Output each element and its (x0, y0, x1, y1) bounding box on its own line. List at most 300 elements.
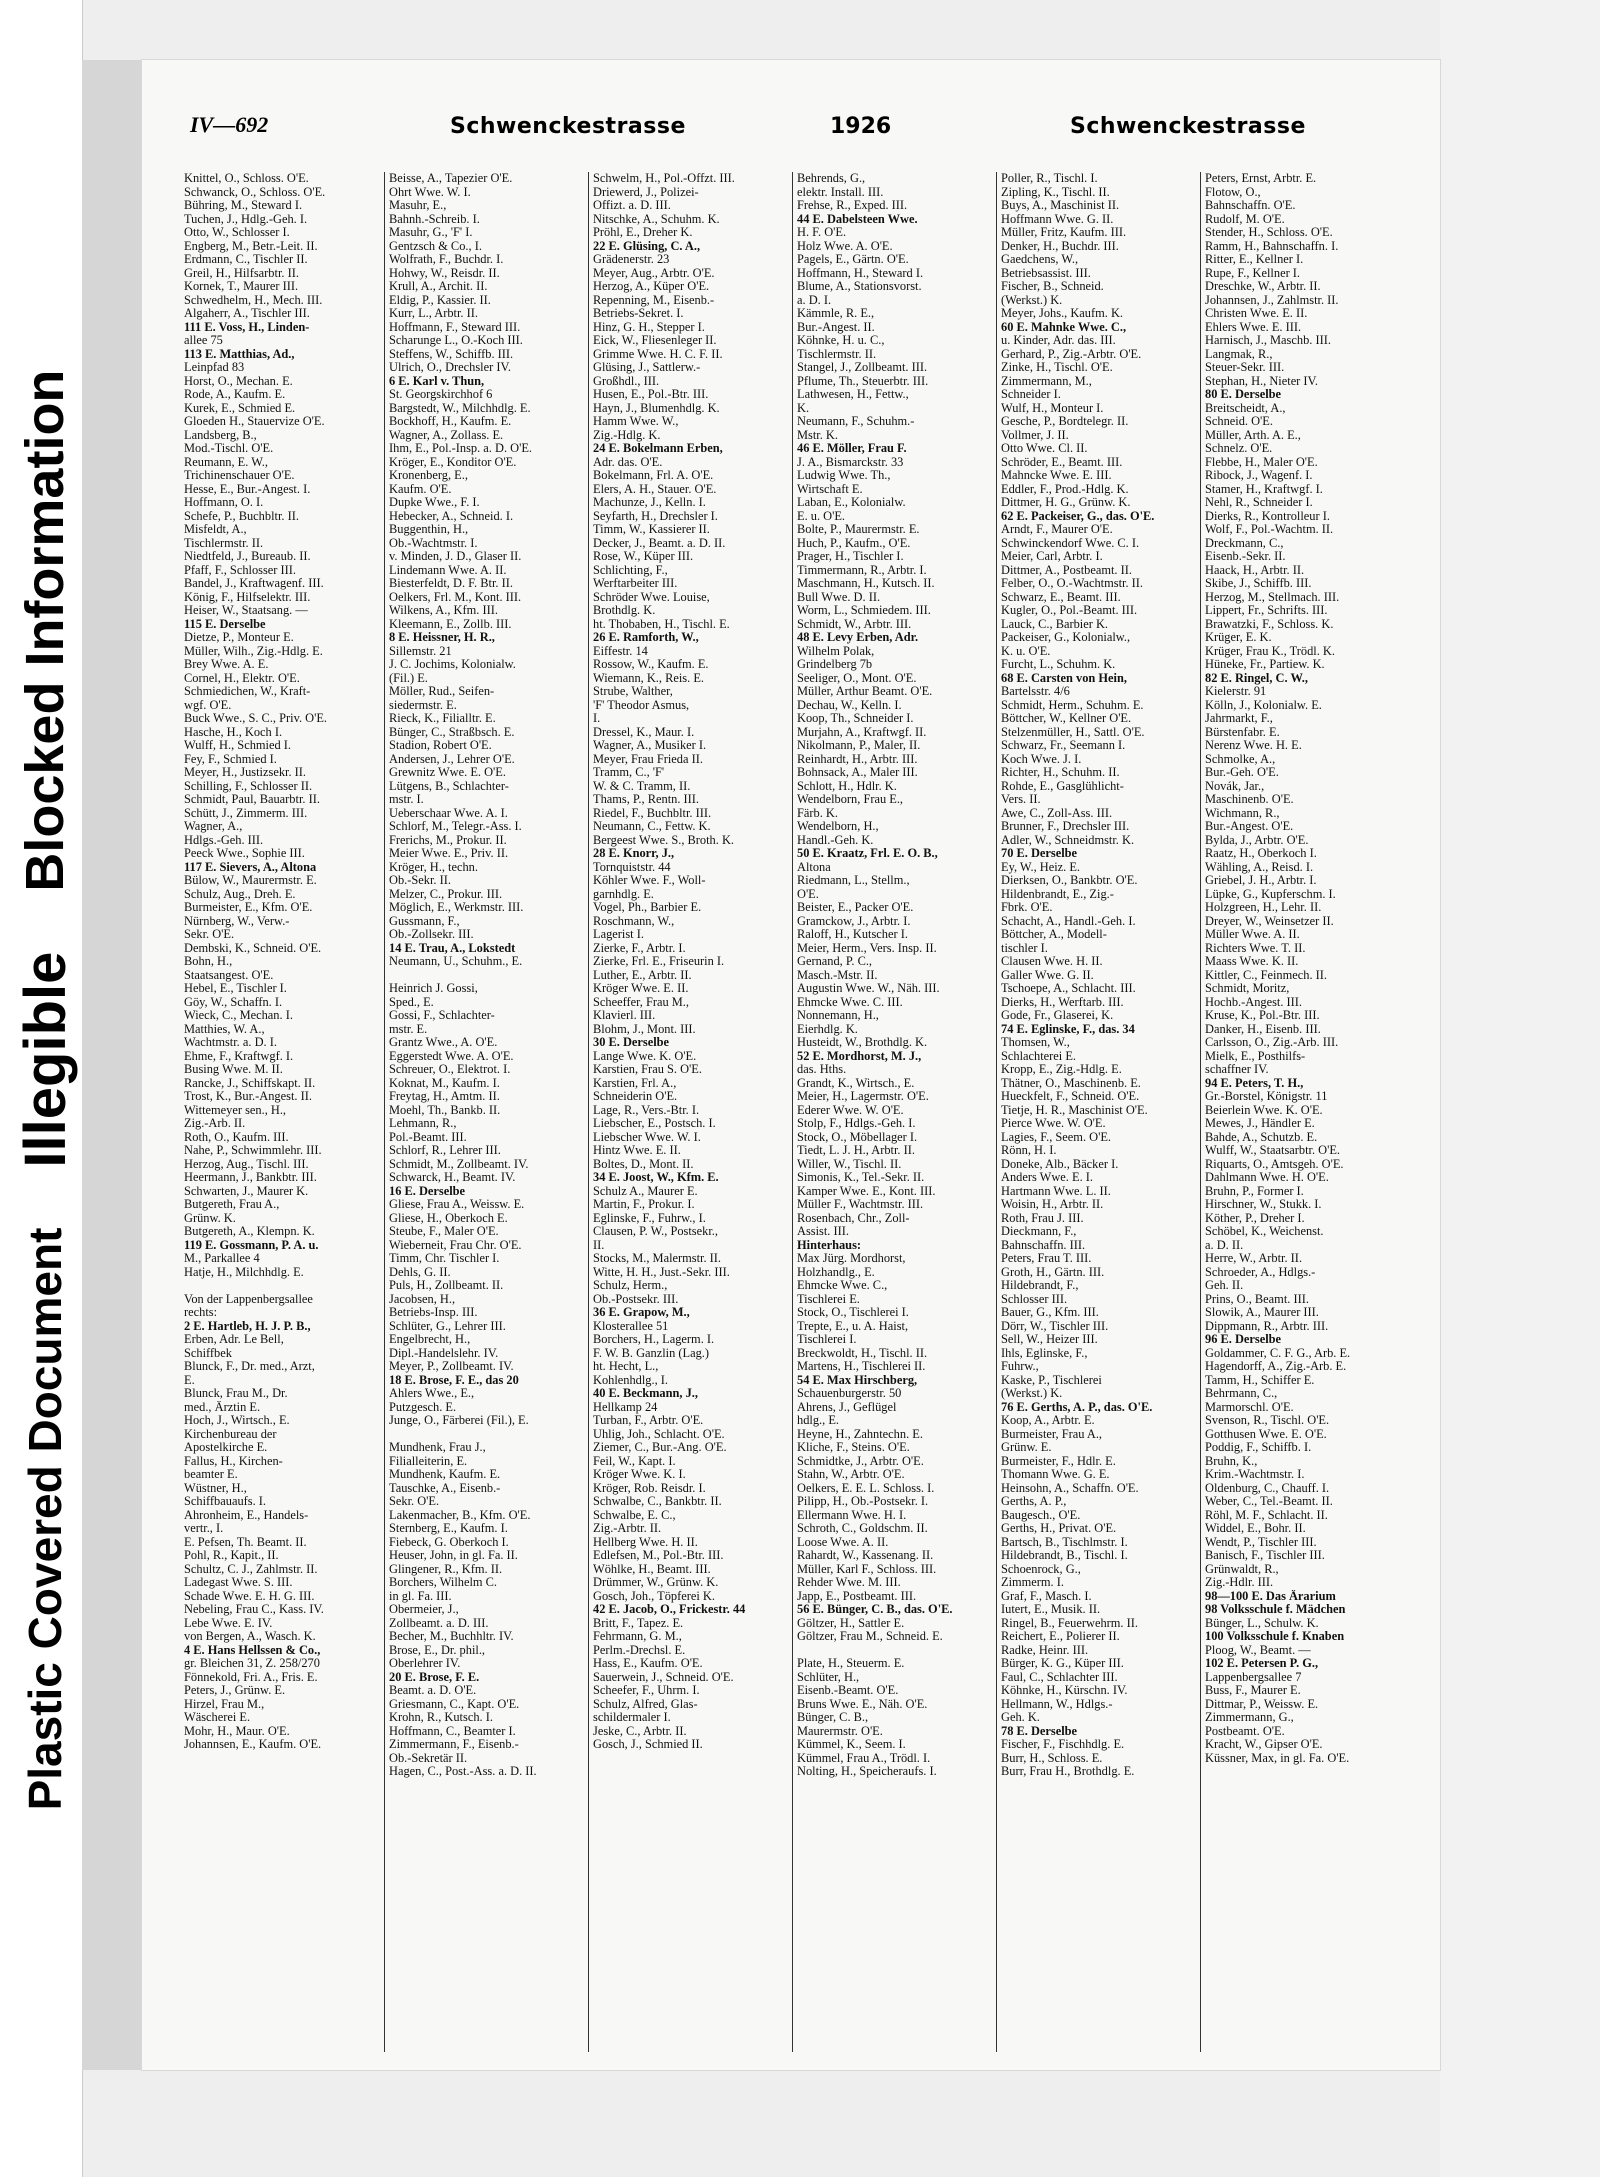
directory-entry: Schneid. O'E. (1205, 415, 1273, 428)
column-1 (180, 172, 376, 2052)
directory-entry: Peters, J., Grünw. E. (184, 1684, 286, 1697)
directory-entry: Timmermann, R., Arbtr. I. (797, 563, 927, 577)
directory-entry: Seeliger, O., Mont. O'E. (797, 671, 917, 685)
directory-entry: Kröger Wwe. K. I. (593, 1468, 686, 1481)
directory-entry: Melzer, C., Prokur. III. (389, 887, 503, 901)
directory-entry: Bylda, J., Arbtr. O'E. (1205, 833, 1309, 847)
directory-entry: siedermstr. E. (389, 698, 457, 712)
directory-entry: E. Pefsen, Th. Beamt. II. (184, 1535, 307, 1549)
directory-entry: Gussmann, F., (389, 914, 460, 928)
directory-entry: 6 E. Karl v. Thun, (389, 374, 485, 388)
directory-entry: Herre, W., Arbtr. II. (1205, 1252, 1303, 1265)
directory-entry: Poddig, F., Schiffb. I. (1205, 1441, 1312, 1454)
directory-entry: Ramm, H., Bahnschaffn. I. (1205, 239, 1339, 253)
directory-entry: Bruns Wwe. E., Näh. O'E. (797, 1697, 928, 1711)
directory-entry: Frerichs, M., Prokur. II. (389, 833, 507, 847)
directory-entry: Bockhoff, H., Kaufm. E. (389, 415, 512, 428)
directory-entry: Behrends, G., (797, 172, 866, 185)
directory-entry: Eisenb.-Sekr. II. (1205, 550, 1286, 563)
directory-entry: Gotthusen Wwe. E. O'E. (1205, 1427, 1327, 1441)
directory-entry: Schlosser III. (1001, 1292, 1068, 1306)
directory-entry: Machunze, J., Kelln. I. (593, 496, 706, 509)
directory-entry: Riedel, F., Buchbltr. III. (593, 806, 712, 820)
directory-entry: Clausen, P. W., Postsekr., (593, 1225, 718, 1238)
directory-entry: Schroth, C., Goldschm. II. (797, 1522, 928, 1535)
directory-entry: Ploog, W., Beamt. — (1205, 1643, 1311, 1657)
directory-entry: rechts: (184, 1306, 218, 1319)
directory-entry: Perlm.-Drechsl. E. (593, 1643, 686, 1657)
directory-entry: 68 E. Carsten von Hein, (1001, 671, 1127, 685)
directory-entry: med., Ärztin E. (184, 1400, 261, 1414)
directory-entry: Johannsen, J., Zahlmstr. II. (1205, 293, 1339, 307)
directory-entry: Denker, H., Buchdr. III. (1001, 239, 1119, 253)
directory-entry: Pol.-Beamt. III. (389, 1130, 467, 1144)
directory-entry: Ueberschaar Wwe. A. I. (389, 806, 508, 820)
directory-entry: Hirschner, W., Stukk. I. (1205, 1198, 1322, 1211)
directory-entry: Greil, H., Hilfsarbtr. II. (184, 266, 299, 280)
directory-entry: 115 E. Derselbe (184, 617, 266, 631)
directory-entry: Heermann, J., Bankbtr. III. (184, 1171, 317, 1184)
directory-entry: Willer, W., Tischl. II. (797, 1157, 902, 1171)
directory-entry: wgf. O'E. (184, 698, 232, 712)
directory-entry: Zig.-Arbtr. II. (593, 1522, 662, 1535)
directory-entry: Dierksen, O., Bankbtr. O'E. (1001, 874, 1138, 887)
directory-entry: Kaske, P., Tischlerei (1001, 1373, 1102, 1387)
directory-entry (793, 1644, 989, 1658)
directory-entry: Japp, E., Postbeamt. III. (797, 1589, 917, 1603)
directory-entry: Betriebsassist. III. (1001, 266, 1091, 280)
directory-entry: v. Minden, J. D., Glaser II. (389, 550, 522, 563)
directory-entry: Lehmann, R., (389, 1117, 457, 1130)
directory-entry: Stamer, H., Kraftwgf. I. (1205, 482, 1323, 496)
column-3 (588, 172, 785, 2052)
side-label-plastic-covered: Plastic Covered Document (19, 1227, 71, 1811)
directory-entry: 14 E. Trau, A., Lokstedt (389, 941, 516, 955)
directory-entry: Lüpke, G., Kupferschm. I. (1205, 887, 1336, 901)
directory-entry: Zig.-Hdlr. III. (1205, 1576, 1274, 1589)
directory-entry: Mewes, J., Händler E. (1205, 1117, 1315, 1130)
directory-entry: Dreschke, W., Arbtr. II. (1205, 280, 1321, 293)
directory-entry: J. A., Bismarckstr. 33 (797, 455, 904, 469)
directory-entry: Radke, Heinr. III. (1001, 1643, 1089, 1657)
directory-entry: Bergeest Wwe. S., Broth. K. (593, 833, 734, 847)
directory-entry: Hoffmann, C., Beamter I. (389, 1724, 516, 1738)
directory-entry: Blume, A., Stationsvorst. (797, 280, 922, 293)
directory-entry: Zig.-Hdlg. K. (593, 428, 661, 442)
directory-entry: Adler, W., Schneidmstr. K. (1001, 833, 1135, 847)
directory-entry: Krohn, R., Kutsch. I. (389, 1711, 493, 1724)
directory-entry: Bahnschaffn. O'E. (1205, 199, 1296, 212)
directory-entry: Heinsohn, A., Schaffn. O'E. (1001, 1481, 1139, 1495)
directory-entry: Stadion, Robert O'E. (389, 739, 492, 752)
directory-entry: Richters Wwe. T. II. (1205, 941, 1306, 955)
directory-entry: Tuchen, J., Hdlg.-Geh. I. (184, 212, 308, 226)
directory-entry: 18 E. Brose, F. E., das 20 (389, 1373, 519, 1387)
directory-entry: Raloff, H., Kutscher I. (797, 928, 908, 941)
directory-entry: Trost, K., Bur.-Angest. II. (184, 1090, 312, 1103)
directory-entry: Steube, F., Maler O'E. (389, 1225, 499, 1238)
directory-entry: a. D. I. (797, 293, 832, 307)
directory-entry: Schlorf, R., Lehrer III. (389, 1144, 501, 1157)
directory-entry: Schöbel, K., Weichenst. (1205, 1225, 1324, 1238)
directory-entry: Gentzsch & Co., I. (389, 239, 482, 253)
directory-entry: Holzgreen, H., Lehr. II. (1205, 901, 1322, 914)
directory-entry: Junge, O., Färberei (Fil.), E. (389, 1414, 529, 1427)
directory-entry: Driewerd, J., Polizei- (593, 185, 699, 199)
column-2 (384, 172, 581, 2052)
directory-entry: I. (593, 712, 601, 725)
directory-entry: Thomann Wwe. G. E. (1001, 1468, 1110, 1481)
directory-entry: Kronenberg, E., (389, 469, 468, 482)
directory-entry: Rahardt, W., Kassenang. II. (797, 1549, 934, 1562)
directory-entry: mstr. I. (389, 793, 424, 806)
directory-entry: 36 E. Grapow, M., (593, 1306, 690, 1319)
directory-entry: Griebel, J. H., Arbtr. I. (1205, 874, 1317, 887)
directory-entry: Schwalbe, E. C., (593, 1508, 676, 1522)
directory-entry: Schiffbauaufs. I. (184, 1495, 267, 1508)
directory-entry: Ob.-Postsekr. III. (593, 1292, 679, 1306)
directory-entry: Peters, Ernst, Arbtr. E. (1205, 172, 1317, 185)
directory-entry: Schmidtke, J., Arbtr. O'E. (797, 1454, 924, 1468)
directory-entry: Gosch, Joh., Töpferei K. (593, 1589, 715, 1603)
directory-entry: Otto, W., Schlosser I. (184, 226, 290, 239)
directory-entry: Thams, P., Rentn. III. (593, 793, 699, 806)
directory-entry: Wichmann, R., (1205, 806, 1280, 820)
directory-entry: Rancke, J., Schiffskapt. II. (184, 1076, 316, 1090)
directory-entry: 74 E. Eglinske, F., das. 34 (1001, 1022, 1135, 1036)
directory-entry: Masuhr, G., 'F' I. (389, 226, 473, 239)
directory-entry: Gesche, P., Bordtelegr. II. (1001, 415, 1129, 428)
directory-entry: Augustin Wwe. W., Näh. III. (797, 982, 940, 995)
directory-entry: Kröger, H., techn. (389, 860, 478, 874)
directory-entry: Reumann, E. W., (184, 455, 268, 469)
directory-entry: Heinrich J. Gossi, (389, 982, 478, 995)
directory-entry: Koop, Th., Schneider I. (797, 712, 914, 725)
directory-entry: Meier, H., Lagermstr. O'E. (797, 1090, 929, 1103)
directory-entry: Köhnke, H., Kürschn. IV. (1001, 1684, 1128, 1697)
directory-entry: 100 Volksschule f. Knaben (1205, 1630, 1345, 1643)
directory-entry: Rupe, F., Kellner I. (1205, 266, 1301, 280)
directory-entry: 28 E. Knorr, J., (593, 847, 675, 860)
directory-entry: Oberlehrer IV. (389, 1657, 461, 1670)
directory-entry: Dierks, H., Werftarb. III. (1001, 995, 1124, 1009)
directory-entry: Drümmer, W., Grünw. K. (593, 1576, 719, 1589)
directory-entry: Hagendorff, A., Zig.-Arb. E. (1205, 1360, 1347, 1373)
directory-entry: W. & C. Tramm, II. (593, 779, 691, 793)
directory-entry: Christen Wwe. E. II. (1205, 307, 1308, 320)
directory-entry: Karstien, Frl. A., (593, 1076, 677, 1090)
directory-entry: Dechau, W., Kelln. I. (797, 698, 902, 712)
directory-entry: Stock, O., Möbellager I. (797, 1130, 918, 1144)
directory-entry: Staatsangest. O'E. (184, 968, 274, 982)
directory-entry: gr. Bleichen 31, Z. 258/270 (184, 1657, 320, 1670)
directory-entry: Oelkers, E. E. L. Schloss. I. (797, 1481, 935, 1495)
directory-entry: Bargstedt, W., Milchhdlg. E. (389, 401, 531, 415)
directory-entry: Müller, Karl F., Schloss. III. (797, 1562, 937, 1576)
directory-entry: 98 Volksschule f. Mädchen (1205, 1603, 1346, 1616)
directory-entry: Feil, W., Kapt. I. (593, 1454, 676, 1468)
directory-entry: das. Hths. (797, 1063, 847, 1076)
directory-entry: Wagner, A., (184, 820, 243, 833)
directory-entry: K. (797, 401, 810, 415)
directory-entry: J. C. Jochims, Kolonialw. (389, 658, 516, 671)
directory-entry: Breckwoldt, H., Tischl. II. (797, 1346, 928, 1360)
directory-entry: Tramm, C., 'F' (593, 766, 665, 779)
directory-entry: elektr. Install. III. (797, 185, 884, 199)
directory-entry: Wulff, H., Schmied I. (184, 739, 291, 752)
directory-entry: Fey, F., Schmied I. (184, 752, 277, 766)
directory-entry: Hayn, J., Blumenhdlg. K. (593, 401, 720, 415)
directory-entry: Grandt, K., Wirtsch., E. (797, 1076, 915, 1090)
directory-entry: Flebbe, H., Maler O'E. (1205, 455, 1318, 469)
directory-entry: Husteidt, W., Brothdlg. K. (797, 1036, 928, 1049)
directory-entry: Gaedchens, W., (1001, 253, 1079, 266)
directory-entry: Borchers, Wilhelm C. (389, 1576, 498, 1589)
directory-entry: Erben, Adr. Le Bell, (184, 1333, 284, 1346)
directory-entry: Böttcher, A., Modell- (1001, 928, 1107, 941)
directory-entry: Thätner, O., Maschinenb. E. (1001, 1076, 1141, 1090)
directory-entry: Putzgesch. E. (389, 1400, 457, 1414)
directory-entry: Sauerwein, J., Schneid. O'E. (593, 1670, 734, 1684)
directory-entry: Zimmermann, F., Eisenb.- (389, 1738, 519, 1751)
directory-entry: Schmidt, Herm., Schuhm. E. (1001, 698, 1144, 712)
directory-entry: Schmidt, W., Arbtr. III. (797, 617, 912, 631)
directory-entry: Grantz Wwe., A. O'E. (389, 1036, 498, 1049)
directory-entry: Lebe Wwe. E. IV. (184, 1616, 273, 1630)
directory-entry: Krüger, E. K. (1205, 631, 1272, 644)
directory-entry: Brothdlg. K. (593, 604, 656, 617)
directory-entry: Schütt, J., Zimmerm. III. (184, 806, 308, 820)
directory-entry: Möller, Rud., Seifen- (389, 685, 495, 698)
directory-entry: Kracht, W., Gipser O'E. (1205, 1738, 1323, 1751)
directory-entry: Worm, L., Schmiedem. III. (797, 604, 931, 617)
directory-entry: Hüneke, Fr., Partiew. K. (1205, 658, 1325, 671)
directory-entry: vertr., I. (184, 1522, 224, 1535)
directory-entry: Herzog, Aug., Tischl. III. (184, 1157, 309, 1171)
directory-entry: Biesterfeldt, D. F. Btr. II. (389, 577, 513, 590)
directory-entry: Obermeier, J., (389, 1603, 459, 1616)
directory-entry: Wüstner, H., (184, 1481, 247, 1495)
directory-entry: Dierks, R., Kontrolleur I. (1205, 509, 1330, 523)
directory-entry: tischler I. (1001, 941, 1048, 955)
side-label-illegible: Illegible (12, 951, 78, 1168)
directory-entry: Clausen Wwe. H. II. (1001, 955, 1103, 968)
directory-entry: Schulz, Alfred, Glas- (593, 1697, 698, 1711)
directory-entry: 24 E. Bokelmann Erben, (593, 442, 723, 455)
directory-entry: Luther, E., Arbtr. II. (593, 968, 692, 982)
directory-entry: Svenson, R., Tischl. O'E. (1205, 1414, 1330, 1427)
directory-entry: Oldenburg, C., Chauff. I. (1205, 1481, 1330, 1495)
directory-entry: Tamm, H., Schiffer E. (1205, 1373, 1315, 1387)
directory-entry: Ehmcke Wwe. C. III. (797, 995, 903, 1009)
directory-entry: Eldig, P., Kassier. II. (389, 293, 491, 307)
directory-entry: Flotow, O., (1205, 185, 1261, 199)
directory-entry: Krull, A., Archit. II. (389, 280, 488, 293)
directory-entry: Vers. II. (1001, 793, 1041, 806)
directory-entry: Zimmermann, G., (1205, 1711, 1294, 1724)
directory-entry: Nikolmann, P., Maler, II. (797, 739, 921, 752)
directory-entry: Oelkers, Frl. M., Kont. III. (389, 590, 522, 604)
directory-entry: Pilipp, H., Ob.-Postsekr. I. (797, 1495, 929, 1508)
directory-entry: Göltzer, H., Sattler E. (797, 1616, 905, 1630)
directory-entry: F. W. B. Ganzlin (Lag.) (593, 1346, 710, 1360)
directory-entry: Rehder Wwe. M. III. (797, 1576, 901, 1589)
directory-entry: Kittler, C., Feinmech. II. (1205, 968, 1328, 982)
directory-entry: Gliese, Frau A., Weissw. E. (389, 1198, 525, 1211)
directory-entry: Zierke, Frl. E., Friseurin I. (593, 955, 725, 968)
directory-entry: Ob.-Sekretär II. (389, 1751, 468, 1765)
directory-entry: Burmeister, E., Kfm. O'E. (184, 901, 313, 914)
directory-entry: Schoenrock, G., (1001, 1562, 1081, 1576)
directory-entry: Möglich, E., Werkmstr. III. (389, 901, 524, 914)
directory-entry: Schwalbe, C., Bankbtr. II. (593, 1495, 722, 1508)
directory-entry: Nitschke, A., Schuhm. K. (593, 212, 720, 226)
directory-entry: Dehls, G. II. (389, 1265, 451, 1279)
directory-entry: Fischer, F., Fischhdlg. E. (1001, 1738, 1125, 1751)
directory-entry: Ihls, Eglinske, F., (1001, 1346, 1088, 1360)
directory-entry: Wendt, P., Tischler III. (1205, 1535, 1317, 1549)
directory-entry: Jahrmarkt, F., (1205, 712, 1273, 725)
directory-entry: Pohl, R., Kapit., II. (184, 1549, 279, 1562)
directory-entry: Husen, E., Pol.-Btr. III. (593, 388, 709, 401)
directory-entry: Grewnitz Wwe. E. O'E. (389, 766, 506, 779)
directory-entry: Schlüter, G., Lehrer III. (389, 1319, 506, 1333)
directory-entry: Masuhr, E., (389, 199, 447, 212)
directory-entry: Lagerist I. (593, 928, 644, 941)
directory-entry: 30 E. Derselbe (593, 1036, 670, 1049)
directory-entry: (Werkst.) K. (1001, 1387, 1063, 1400)
directory-entry: Dreyer, W., Weinsetzer II. (1205, 914, 1334, 928)
directory-entry: Tischlermstr. II. (797, 347, 877, 361)
directory-entry: Timm, Chr. Tischler I. (389, 1252, 500, 1265)
directory-entry: Müller F., Wachtmstr. III. (797, 1198, 924, 1211)
directory-entry: beamter E. (184, 1468, 238, 1481)
directory-entry: Buck Wwe., S. C., Priv. O'E. (184, 712, 327, 725)
directory-entry: Bahnh.-Schreib. I. (389, 212, 480, 226)
directory-entry: Roth, Frau J. III. (1001, 1211, 1084, 1225)
directory-entry: Zimmerm. I. (1001, 1576, 1064, 1589)
directory-entry: Schiffbek (184, 1346, 232, 1360)
directory-entry: Wieberneit, Frau Chr. O'E. (389, 1238, 522, 1252)
directory-entry: Wirtschaft E. (797, 482, 863, 496)
directory-entry: Heyne, H., Zahntechn. E. (797, 1427, 923, 1441)
directory-entry: Herzog, M., Stellmach. III. (1205, 590, 1340, 604)
directory-entry: Mahncke Wwe. E. III. (1001, 469, 1112, 482)
directory-entry: Pagels, E., Gärtn. O'E. (797, 253, 909, 266)
directory-entry: Thomsen, W., (1001, 1036, 1070, 1049)
directory-entry: Hoffmann, H., Steward I. (797, 266, 924, 280)
directory-entry: Matthies, W. A., (184, 1022, 265, 1036)
directory-entry: Burr, H., Schloss. E. (1001, 1751, 1103, 1765)
directory-entry: Jeske, C., Arbtr. II. (593, 1724, 687, 1738)
directory-entry: 62 E. Packeiser, G., das. O'E. (1001, 509, 1155, 523)
directory-entry: a. D. II. (1205, 1238, 1244, 1252)
directory-entry: Bull Wwe. D. II. (797, 590, 881, 604)
directory-entry: Schefe, P., Buchbltr. II. (184, 509, 299, 523)
directory-entry: Tischlermstr. II. (184, 536, 264, 550)
directory-entry: Mundhenk, Frau J., (389, 1441, 486, 1454)
directory-entry: Dipl.-Handelslehr. IV. (389, 1346, 499, 1360)
directory-entry: (Werkst.) K. (1001, 293, 1063, 307)
directory-entry: Sekr. O'E. (389, 1495, 440, 1508)
directory-entry: Dippmann, R., Arbtr. III. (1205, 1319, 1329, 1333)
directory-entry: Krim.-Wachtmstr. I. (1205, 1468, 1305, 1481)
directory-entry: Moehl, Th., Bankb. II. (389, 1103, 501, 1117)
directory-entry: Ulrich, O., Drechsler IV. (389, 361, 511, 374)
directory-entry: Hellberg Wwe. H. II. (593, 1535, 698, 1549)
directory-entry: König, F., Hilfselektr. III. (184, 590, 311, 604)
directory-entry: Kümmel, Frau A., Trödl. I. (797, 1751, 931, 1765)
directory-entry: Ey, W., Heiz. E. (1001, 860, 1081, 874)
directory-entry: Wiemann, K., Reis. E. (593, 671, 704, 685)
directory-entry: Erdmann, C., Tischler II. (184, 253, 308, 266)
directory-entry: Wolfrath, F., Buchdr. I. (389, 253, 504, 266)
directory-entry: Schulz, Aug., Dreh. E. (184, 887, 296, 901)
directory-entry: Gerths, H., Privat. O'E. (1001, 1522, 1117, 1535)
directory-entry: Gerhard, P., Zig.-Arbtr. O'E. (1001, 347, 1142, 361)
directory-entry: Fallus, H., Kirchen- (184, 1454, 283, 1468)
directory-entry: Graf, F., Masch. I. (1001, 1589, 1092, 1603)
directory-columns (180, 172, 1400, 2052)
directory-entry: Böttcher, W., Kellner O'E. (1001, 712, 1132, 725)
directory-entry: Trichinenschauer O'E. (184, 469, 295, 482)
directory-entry: Maschinenb. O'E. (1205, 793, 1294, 806)
directory-entry: Beamt. a. D. O'E. (389, 1684, 477, 1697)
directory-entry: u. Kinder, Adr. das. III. (1001, 334, 1116, 347)
directory-entry: Prager, H., Tischler I. (797, 550, 904, 563)
directory-entry: Bandel, J., Kraftwagenf. III. (184, 577, 324, 590)
directory-entry: Engberg, M., Betr.-Leit. II. (184, 239, 318, 253)
directory-entry: Zipling, K., Tischl. II. (1001, 185, 1110, 199)
directory-entry: Rode, A., Kaufm. E. (184, 388, 286, 401)
directory-entry: Kämmle, R. E., (797, 307, 875, 320)
directory-entry: Nonnemann, H., (797, 1009, 879, 1022)
directory-entry: Bruhn, P., Former I. (1205, 1184, 1304, 1198)
directory-entry: Schröder, E., Beamt. III. (1001, 455, 1123, 469)
directory-entry: Köhnke, H. u. C., (797, 334, 885, 347)
directory-entry: Schilling, F., Schlosser II. (184, 779, 313, 793)
directory-entry: Holz Wwe. A. O'E. (797, 239, 893, 253)
directory-entry: Tietje, H. R., Maschinist O'E. (1001, 1103, 1148, 1117)
directory-entry: in gl. Fa. III. (389, 1589, 452, 1603)
directory-entry: Buys, A., Maschinist II. (1001, 199, 1120, 212)
directory-entry: Assist. III. (797, 1225, 849, 1238)
directory-entry: Grünw. K. (184, 1211, 236, 1225)
directory-entry: Bünger, C. B., (797, 1711, 869, 1724)
directory-entry: Steffens, W., Schiffb. III. (389, 347, 514, 361)
directory-entry: Lagies, F., Seem. O'E. (1001, 1130, 1111, 1144)
directory-entry: Ellermann Wwe. H. I. (797, 1508, 907, 1522)
directory-entry: Meier, Herm., Vers. Insp. II. (797, 941, 937, 955)
directory-entry: Maurermstr. O'E. (797, 1724, 883, 1738)
directory-entry: Schwedhelm, H., Mech. III. (184, 293, 323, 307)
directory-entry: Lauck, C., Barbier K. (1001, 617, 1109, 631)
directory-entry: Dressel, K., Maur. I. (593, 725, 695, 739)
directory-entry: Ahlers Wwe., E., (389, 1387, 475, 1400)
directory-entry: Edlefsen, M., Pol.-Btr. III. (593, 1549, 724, 1562)
directory-entry: Sternberg, E., Kaufm. I. (389, 1522, 508, 1535)
directory-entry: Eiffestr. 14 (593, 644, 648, 658)
directory-entry: Roth, O., Kaufm. III. (184, 1130, 289, 1144)
directory-entry: Martens, H., Tischlerei II. (797, 1360, 926, 1373)
directory-entry: Köther, P., Dreher I. (1205, 1211, 1305, 1225)
directory-entry: Sillemstr. 21 (389, 644, 452, 658)
directory-entry: Kornek, T., Maurer III. (184, 280, 299, 293)
directory-entry: Lindemann Wwe. A. II. (389, 563, 507, 577)
directory-entry: Riedmann, L., Stellm., (797, 874, 910, 887)
directory-entry: Hildenbrandt, E., Zig.- (1001, 887, 1114, 901)
directory-entry: Adr. das. O'E. (593, 455, 663, 469)
